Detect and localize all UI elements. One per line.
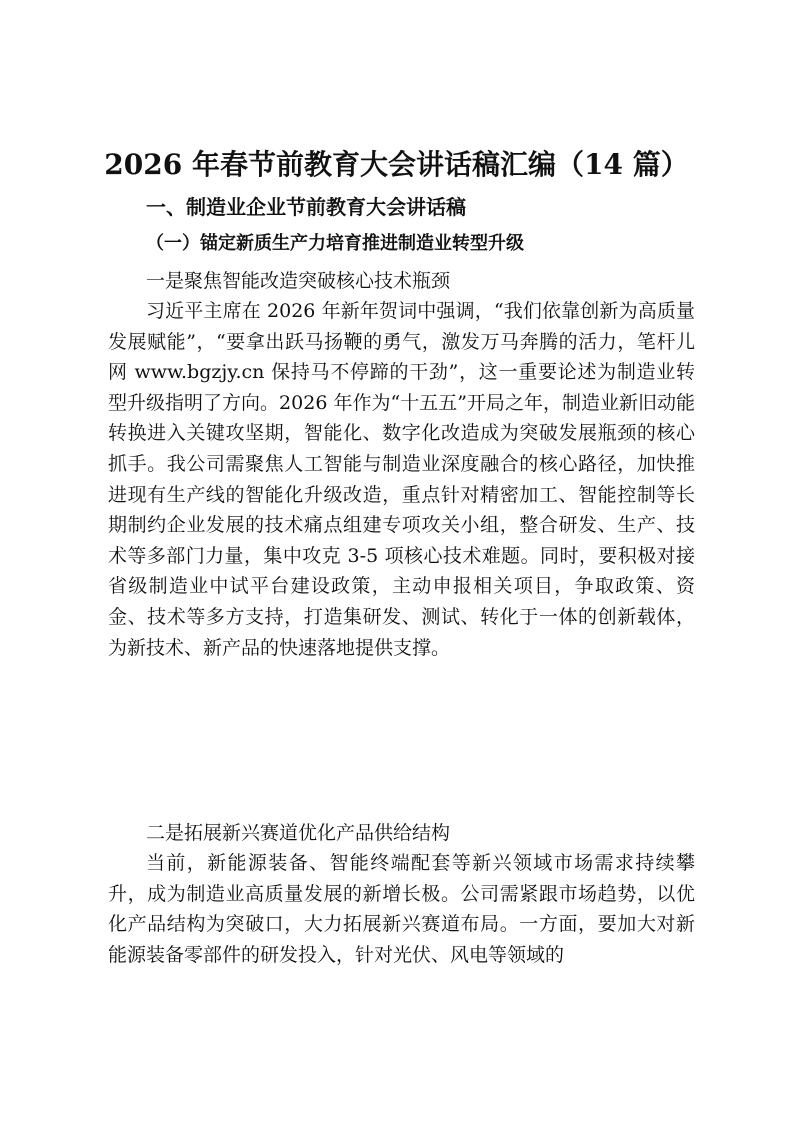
- body-paragraph-2: 当前，新能源装备、智能终端配套等新兴领域市场需求持续攀升，成为制造业高质量发展的新增长极。公司需紧跟市场趋势，以优化产品结构为突破口，大力拓展新兴赛道布局。一方面，要加大对新能源装备零部件的研发投入，针对光伏、风电等领域的: [108, 852, 695, 966]
- document-title: 2026 年春节前教育大会讲话稿汇编（14 篇）: [104, 148, 689, 181]
- section-heading-level1: 一、制造业企业节前教育大会讲话稿: [146, 195, 466, 219]
- subsection-heading-2: 二是拓展新兴赛道优化产品供给结构: [146, 822, 451, 844]
- section-heading-level2: （一）锚定新质生产力培育推进制造业转型升级: [146, 233, 524, 254]
- body-paragraph-1: 习近平主席在 2026 年新年贺词中强调，“我们依靠创新为高质量发展赋能”，“要拿出跃马扬鞭的勇气，激发万马奔腾的活力，笔杆儿网 www.bgzjy.cn 保持马不停蹄的干劲”，这一重要论述为制造业转型升级指明了方向。2026 年作为“十五五”开局之年，制造业新旧动能转换进入关键攻坚期，智能化、数字化改造成为突破发展瓶颈的核心抓手。我公司需聚焦人工智能与制造业深度融合的核心路径，加快推进现有生产线的智能化升级改造，重点针对精密加工、智能控制等长期制约企业发展的技术痛点组建专项攻关小组，整合研发、生产、技术等多部门力量，集中攻克 3-5 项核心技术难题。同时，要积极对接省级制造业中试平台建设政策，主动申报相关项目，争取政策、资金、技术等多方支持，打造集研发、测试、转化于一体的创新载体，为新技术、新产品的快速落地提供支撑。: [108, 300, 695, 659]
- subsection-heading-1: 一是聚焦智能改造突破核心技术瓶颈: [146, 270, 451, 292]
